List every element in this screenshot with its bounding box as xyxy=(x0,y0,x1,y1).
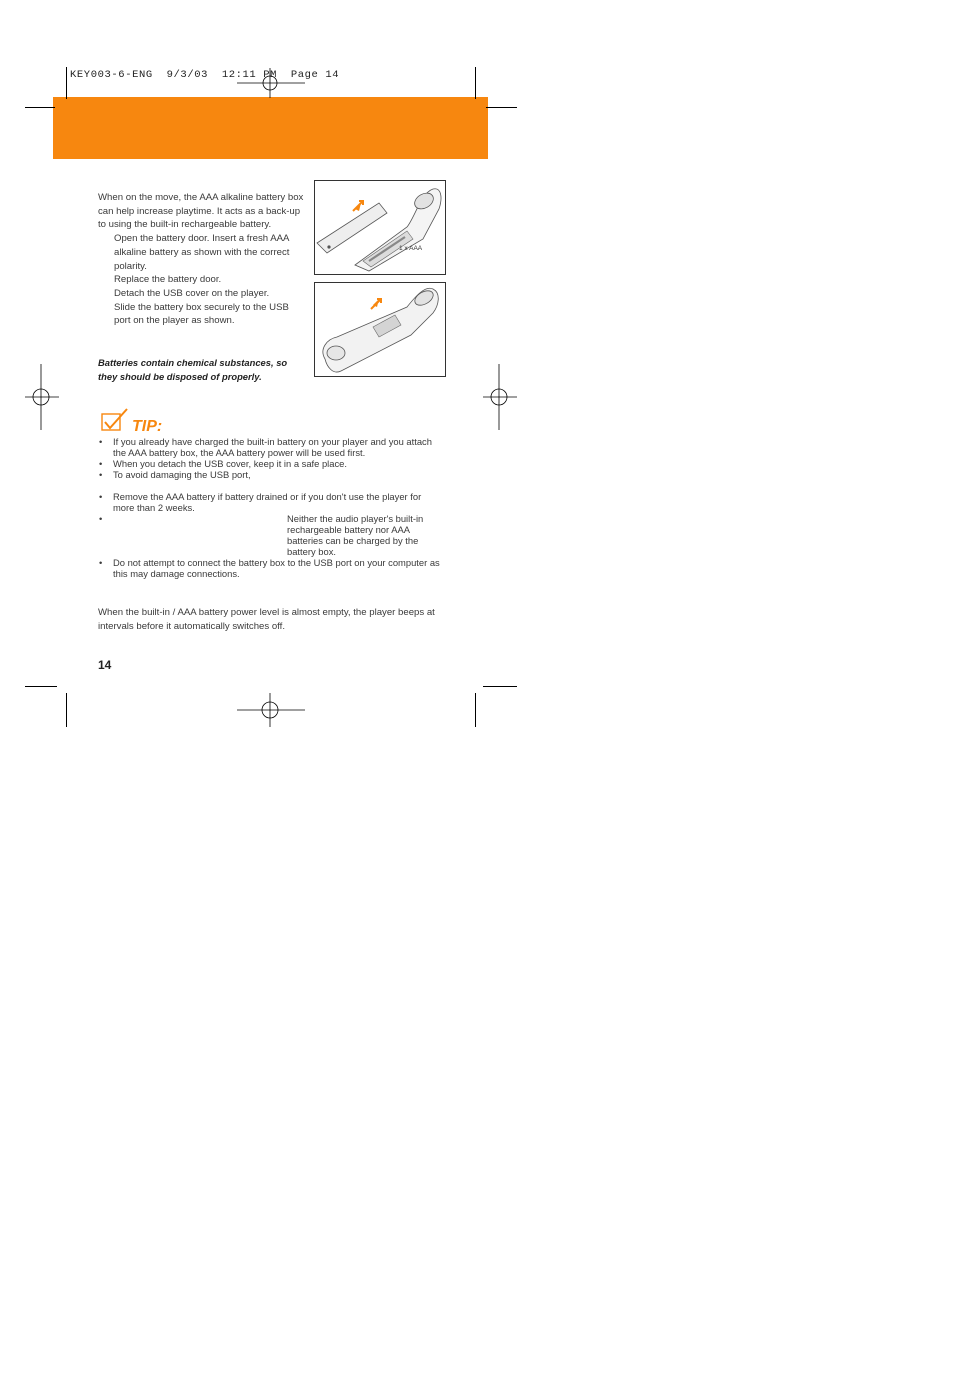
bullet: • xyxy=(99,458,103,469)
list-item: • Remove the AAA battery if battery drained or if you don't use the player for more than 2 weeks. xyxy=(99,491,422,513)
registration-mark-icon xyxy=(237,693,305,727)
crop-mark xyxy=(486,107,517,108)
tip-list xyxy=(98,436,443,579)
list-item: • If you already have charged the built-in battery on your player and you attach the AAA battery box, the AAA battery power will be used first. xyxy=(99,436,432,458)
step-item: Detach the USB cover on the player. xyxy=(114,287,270,299)
list-item: • Do not attempt to connect the battery box to the USB port on your computer as this may damage connections. xyxy=(99,557,440,579)
battery-warning: Batteries contain chemical substances, so they should be disposed of properly. xyxy=(98,357,288,382)
print-slug: KEY003-6-ENG 9/3/03 12:11 PM Page 14 xyxy=(70,69,340,81)
crop-mark xyxy=(25,107,55,108)
crop-mark xyxy=(475,67,476,99)
step-item: Open the battery door. Insert a fresh AAA alkaline battery as shown with the correct polarity. xyxy=(114,233,290,272)
battery-box-illustration-icon xyxy=(315,181,445,274)
checkmark-icon xyxy=(100,408,130,434)
intro-paragraph: When on the move, the AAA alkaline battery box can help increase playtime. It acts as a back-up to using the built-in rechargeable battery. xyxy=(98,192,304,231)
step-item: Slide the battery box securely to the USB port on the player as shown. xyxy=(114,301,289,327)
registration-mark-icon xyxy=(483,364,517,430)
bullet: • xyxy=(99,469,103,480)
battery-insert-figure xyxy=(314,180,446,275)
bullet: • xyxy=(99,491,103,502)
header-banner xyxy=(53,97,488,159)
list-item: • To avoid damaging the USB port, xyxy=(99,469,251,480)
list-item: • Neither the audio player's built-in rechargeable battery nor AAA batteries can be charged by the battery box. xyxy=(99,513,424,557)
bullet: • xyxy=(99,557,103,568)
page-number: 14 xyxy=(98,658,112,672)
bullet: • xyxy=(99,513,103,524)
registration-mark-icon xyxy=(25,364,59,430)
crop-mark xyxy=(66,67,67,99)
battery-count-label: 1 x AAA xyxy=(399,245,423,252)
step-item: Replace the battery door. xyxy=(114,274,222,286)
player-attached-illustration-icon xyxy=(315,283,445,376)
crop-mark xyxy=(475,693,476,727)
tip-title: TIP: xyxy=(132,418,163,435)
low-battery-note: When the built-in / AAA battery power level is almost empty, the player beeps at intervals before it automatically switches off. xyxy=(98,607,435,632)
registration-mark-icon xyxy=(237,68,305,98)
intro-section xyxy=(98,191,308,328)
battery-attach-figure xyxy=(314,282,446,377)
crop-mark xyxy=(66,693,67,727)
bullet: • xyxy=(99,436,103,447)
list-item: • When you detach the USB cover, keep it in a safe place. xyxy=(99,458,347,469)
crop-mark xyxy=(25,686,57,687)
crop-mark xyxy=(483,686,517,687)
